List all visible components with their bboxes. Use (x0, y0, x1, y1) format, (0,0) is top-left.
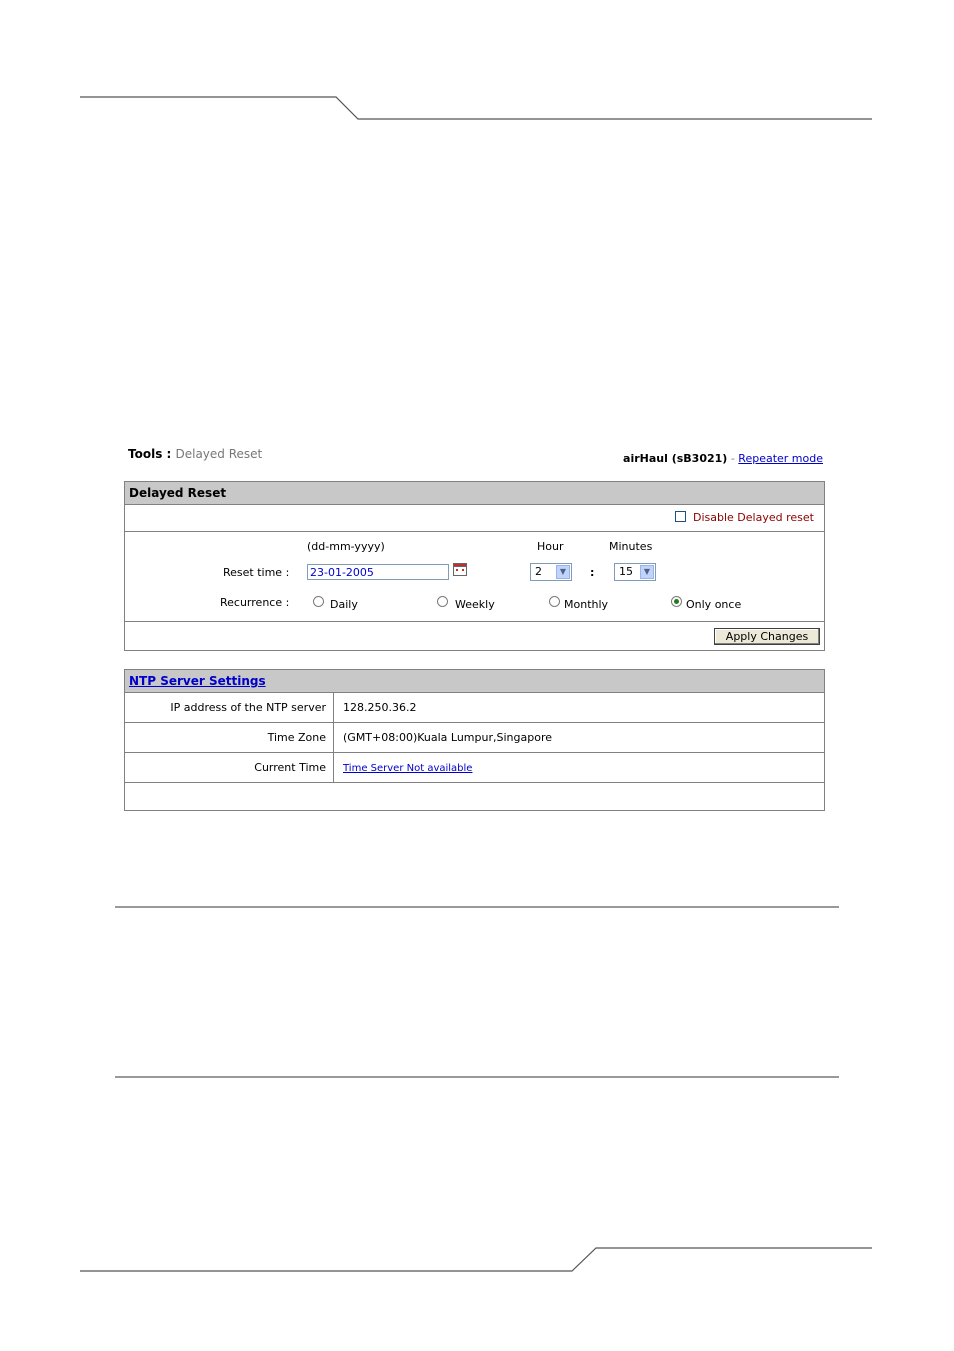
ntp-timezone-row (125, 723, 824, 753)
ntp-current-time-value (343, 753, 472, 783)
reset-time-label: Reset time : (223, 566, 290, 579)
ntp-title-bar (125, 670, 824, 693)
ntp-current-time-row (125, 753, 824, 783)
ntp-settings-panel (124, 669, 825, 811)
reset-date-input[interactable] (307, 564, 449, 580)
chevron-down-icon: ▼ (556, 565, 570, 579)
ntp-current-time-label: Current Time (125, 753, 334, 782)
minutes-value: 15 (619, 565, 633, 578)
disable-row (125, 505, 824, 532)
disable-delayed-reset-label: Disable Delayed reset (693, 511, 814, 524)
device-info (623, 452, 823, 465)
ntp-timezone-value: (GMT+08:00)Kuala Lumpur,Singapore (343, 731, 552, 744)
ntp-ip-row (125, 693, 824, 723)
time-separator: : (590, 566, 595, 579)
page-title (128, 447, 262, 461)
disable-delayed-reset-checkbox[interactable] (675, 511, 686, 522)
ntp-ip-label: IP address of the NTP server (125, 693, 334, 722)
time-server-link[interactable]: Time Server Not available (343, 763, 473, 774)
recurrence-monthly-label: Monthly (564, 598, 609, 611)
ntp-ip-value: 128.250.36.2 (343, 701, 417, 714)
ntp-timezone-label: Time Zone (125, 723, 334, 752)
recurrence-only-once-label: Only once (686, 598, 742, 611)
hour-label: Hour (537, 540, 564, 553)
minutes-label: Minutes (609, 540, 653, 553)
page-label: Delayed Reset (175, 447, 263, 461)
recurrence-weekly-radio[interactable] (437, 596, 448, 607)
ntp-empty-row (125, 783, 824, 810)
apply-row (125, 622, 824, 650)
repeater-mode-link[interactable]: Repeater mode (738, 452, 823, 465)
device-separator: - (730, 452, 735, 465)
recurrence-only-once-radio[interactable] (671, 596, 682, 607)
recurrence-weekly-label: Weekly (455, 598, 495, 611)
minutes-select[interactable] (614, 563, 656, 581)
hour-value: 2 (535, 565, 542, 578)
ntp-settings-link[interactable]: NTP Server Settings (129, 674, 266, 688)
date-format-label: (dd-mm-yyyy) (307, 540, 385, 553)
chevron-down-icon: ▼ (640, 565, 654, 579)
recurrence-monthly-radio[interactable] (549, 596, 560, 607)
hour-select[interactable] (530, 563, 572, 581)
device-name: airHaul (sB3021) (623, 452, 728, 465)
delayed-reset-panel (124, 481, 825, 651)
delayed-reset-title: Delayed Reset (125, 482, 824, 505)
recurrence-daily-label: Daily (330, 598, 358, 611)
recurrence-daily-radio[interactable] (313, 596, 324, 607)
reset-settings-row (125, 532, 824, 622)
calendar-icon[interactable] (453, 563, 468, 577)
section-label: Tools : (128, 447, 172, 461)
apply-changes-button[interactable]: Apply Changes (714, 628, 820, 645)
recurrence-label: Recurrence : (220, 596, 290, 609)
